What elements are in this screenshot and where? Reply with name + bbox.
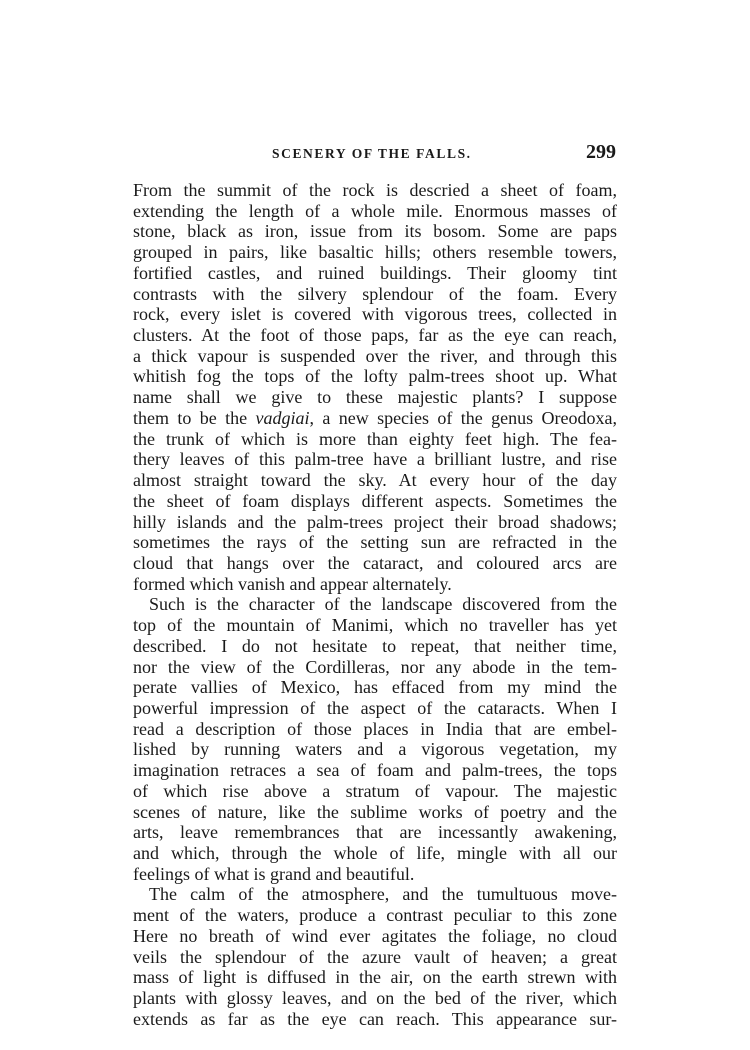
text-line: From the summit of the rock is descried a sheet of foam, xyxy=(133,180,617,200)
text-line: lished by running waters and a vigorous vegetation, my xyxy=(133,739,617,760)
text-line: cloud that hangs over the cataract, and coloured arcs are xyxy=(133,552,617,573)
text-line: the trunk of which is more than eighty feet high. The fea- xyxy=(133,428,617,449)
text-line: top of the mountain of Manimi, which no traveller has yet xyxy=(133,615,617,636)
text-line: ment of the waters, produce a contrast peculiar to this zone xyxy=(133,905,617,926)
text-line: described. I do not hesitate to repeat, that neither time, xyxy=(133,635,617,656)
text-line: almost straight toward the sky. At every hour of the day xyxy=(133,470,617,491)
text-line: of which rise above a stratum of vapour. The majestic xyxy=(133,780,617,801)
text-line: perate vallies of Mexico, has effaced from my mind the xyxy=(133,677,617,698)
text-line: fortified castles, and ruined buildings. Their gloomy tint xyxy=(133,262,617,283)
text-line: name shall we give to these majestic plants? I suppose xyxy=(133,387,617,408)
text-line: imagination retraces a sea of foam and palm-trees, the tops xyxy=(133,760,617,781)
text-line: read a description of those places in India that are embel- xyxy=(133,718,617,739)
text-line: and which, through the whole of life, mingle with all our xyxy=(133,843,617,863)
text-line: sometimes the rays of the setting sun are refracted in the xyxy=(133,532,617,553)
text-line: them to be the vadgiai, a new species of the genus Oreodoxa, xyxy=(133,407,617,428)
text-line: formed which vanish and appear alternately. xyxy=(133,573,452,594)
paragraph xyxy=(133,884,617,1029)
text-line: contrasts with the silvery splendour of the foam. Every xyxy=(133,283,617,304)
text-line: mass of light is diffused in the air, on the earth strewn with xyxy=(133,967,617,988)
text-line: feelings of what is grand and beautiful. xyxy=(133,863,415,884)
text-line: arts, leave remembrances that are incessantly awakening, xyxy=(133,822,617,843)
running-head xyxy=(0,141,750,167)
text-line: hilly islands and the palm-trees project their broad shadows; xyxy=(133,511,617,532)
text-line: thery leaves of this palm-tree have a brilliant lustre, and rise xyxy=(133,449,617,470)
text-line: Here no breath of wind ever agitates the foliage, no cloud xyxy=(133,925,617,946)
text-line: powerful impression of the aspect of the cataracts. When I xyxy=(133,697,617,718)
text-line: plants with glossy leaves, and on the bed of the river, which xyxy=(133,988,617,1009)
text-line: whitish fog the tops of the lofty palm-trees shoot up. What xyxy=(133,366,617,387)
text-line: The calm of the atmosphere, and the tumultuous move- xyxy=(149,884,617,905)
paragraph xyxy=(133,594,617,884)
text-line: grouped in pairs, like basaltic hills; others resemble towers, xyxy=(133,242,617,263)
text-line: Such is the character of the landscape discovered from the xyxy=(149,594,617,615)
text-line: the sheet of foam displays different aspects. Sometimes the xyxy=(133,490,617,511)
running-title: SCENERY OF THE FALLS. xyxy=(272,146,472,161)
text-line: scenes of nature, like the sublime works of poetry and the xyxy=(133,801,617,822)
paragraph xyxy=(133,180,617,594)
text-line: extending the length of a whole mile. Enormous masses of xyxy=(133,200,617,221)
text-line: stone, black as iron, issue from its bosom. Some are paps xyxy=(133,221,617,242)
text-line: a thick vapour is suspended over the river, and through this xyxy=(133,345,617,366)
text-line: nor the view of the Cordilleras, nor any abode in the tem- xyxy=(133,656,617,677)
text-line: clusters. At the foot of those paps, far as the eye can reach, xyxy=(133,325,617,346)
page-number: 299 xyxy=(586,141,616,163)
text-line: extends as far as the eye can reach. This appearance sur- xyxy=(133,1008,617,1029)
text-line: veils the splendour of the azure vault of heaven; a great xyxy=(133,946,617,967)
body-text xyxy=(133,180,617,1029)
text-line: rock, every islet is covered with vigorous trees, collected in xyxy=(133,304,617,325)
